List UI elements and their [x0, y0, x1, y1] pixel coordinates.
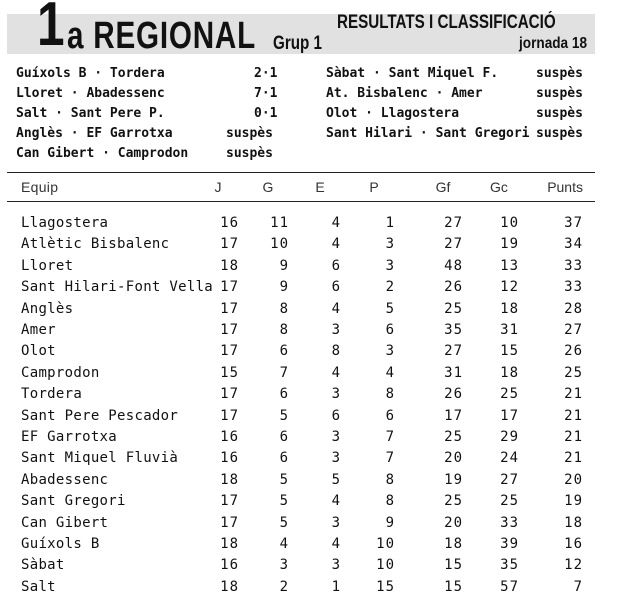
match-teams: Can Gibert · Camprodon: [16, 146, 189, 161]
team-name: EF Garrotxa: [21, 429, 118, 445]
table-header: [7, 177, 595, 198]
lost: 3: [385, 257, 395, 274]
goals-against: 17: [500, 407, 519, 424]
played: 17: [220, 407, 239, 424]
goals-against: 27: [500, 471, 519, 488]
table-row: [7, 363, 595, 384]
played: 18: [220, 536, 239, 552]
lost: 2: [385, 279, 395, 296]
points: 21: [564, 386, 583, 403]
match-teams: Guíxols B · Tordera: [16, 66, 165, 81]
drawn: 4: [331, 364, 341, 381]
table-row: [7, 577, 595, 598]
lost: 6: [385, 322, 395, 338]
team-name: Abadessenc: [21, 471, 109, 488]
drawn: 3: [331, 514, 341, 531]
team-name: Olot: [21, 343, 56, 360]
match-score: 7·1: [254, 86, 278, 101]
drawn: 1: [331, 578, 341, 595]
drawn: 3: [331, 322, 341, 338]
goals-against: 25: [500, 386, 519, 403]
played: 18: [220, 257, 239, 274]
lost: 5: [385, 300, 395, 317]
goals-for: 27: [444, 215, 463, 231]
won: 9: [279, 257, 289, 274]
played: 16: [220, 557, 239, 574]
won: 5: [279, 407, 289, 424]
points: 37: [564, 215, 583, 231]
played: 17: [220, 386, 239, 403]
team-name: Sant Pere Pescador: [21, 407, 179, 424]
played: 17: [220, 279, 239, 296]
team-name: Anglès: [21, 300, 74, 317]
goals-for: 27: [444, 343, 463, 360]
drawn: 5: [331, 471, 341, 488]
divider: [7, 172, 595, 173]
header-goals-against: Gc: [490, 179, 508, 195]
played: 17: [220, 514, 239, 531]
goals-for: 26: [444, 386, 463, 403]
table-row: [7, 555, 595, 576]
points: 21: [564, 407, 583, 424]
points: 34: [564, 236, 583, 253]
table-row: [7, 534, 595, 555]
table-row: [7, 341, 595, 362]
won: 6: [279, 386, 289, 403]
goals-for: 27: [444, 236, 463, 253]
won: 7: [279, 364, 289, 381]
won: 11: [270, 215, 289, 231]
points: 20: [564, 471, 583, 488]
table-row: [7, 448, 595, 469]
lost: 3: [385, 343, 395, 360]
goals-for: 20: [444, 514, 463, 531]
drawn: 4: [331, 493, 341, 510]
lost: 7: [385, 450, 395, 467]
header-points: Punts: [547, 179, 583, 195]
points: 33: [564, 279, 583, 296]
match-teams: Sant Hilari · Sant Gregori: [326, 126, 530, 141]
divider: [7, 201, 595, 202]
goals-for: 35: [444, 322, 463, 338]
match-score: 0·1: [254, 106, 278, 121]
table-row: [7, 299, 595, 320]
lost: 9: [385, 514, 395, 531]
team-name: Camprodon: [21, 364, 100, 381]
played: 16: [220, 450, 239, 467]
played: 17: [220, 300, 239, 317]
goals-for: 26: [444, 279, 463, 296]
division-number: 1: [37, 0, 64, 59]
won: 6: [279, 343, 289, 360]
won: 5: [279, 493, 289, 510]
played: 17: [220, 322, 239, 338]
match-teams: Anglès · EF Garrotxa: [16, 126, 173, 141]
drawn: 6: [331, 257, 341, 274]
played: 18: [220, 471, 239, 488]
goals-against: 24: [500, 450, 519, 467]
team-name: Sant Hilari-Font Vella: [21, 279, 214, 296]
match-score: 2·1: [254, 66, 278, 81]
group-label: Grup 1: [273, 33, 322, 54]
points: 21: [564, 429, 583, 445]
points: 19: [564, 493, 583, 510]
table-row: [7, 384, 595, 405]
match-teams: Salt · Sant Pere P.: [16, 106, 165, 121]
drawn: 6: [331, 279, 341, 296]
drawn: 3: [331, 557, 341, 574]
goals-against: 29: [500, 429, 519, 445]
goals-for: 18: [444, 536, 463, 552]
team-name: Sàbat: [21, 557, 65, 574]
goals-against: 35: [500, 557, 519, 574]
goals-against: 15: [500, 343, 519, 360]
goals-against: 25: [500, 493, 519, 510]
points: 12: [564, 557, 583, 574]
team-name: Sant Gregori: [21, 493, 126, 510]
played: 17: [220, 343, 239, 360]
header-lost: P: [369, 179, 379, 195]
lost: 4: [385, 364, 395, 381]
points: 18: [564, 514, 583, 531]
played: 18: [220, 578, 239, 595]
won: 5: [279, 514, 289, 531]
drawn: 4: [331, 300, 341, 317]
goals-for: 25: [444, 493, 463, 510]
played: 15: [220, 364, 239, 381]
match-score: suspès: [226, 146, 273, 161]
won: 5: [279, 471, 289, 488]
table-row: [7, 406, 595, 427]
match-score: suspès: [536, 66, 583, 81]
played: 16: [220, 215, 239, 231]
points: 21: [564, 450, 583, 467]
goals-against: 18: [500, 300, 519, 317]
played: 16: [220, 429, 239, 445]
lost: 6: [385, 407, 395, 424]
team-name: Tordera: [21, 386, 83, 403]
page-header: [7, 0, 595, 59]
goals-for: 25: [444, 300, 463, 317]
lost: 10: [376, 557, 395, 574]
table-row: [7, 491, 595, 512]
header-goals-for: Gf: [435, 179, 451, 195]
match-score: suspès: [226, 126, 273, 141]
goals-against: 33: [500, 514, 519, 531]
won: 4: [279, 536, 289, 552]
round-label: jornada 18: [518, 35, 587, 52]
team-name: Sant Miquel Fluvià: [21, 450, 179, 467]
lost: 8: [385, 471, 395, 488]
won: 9: [279, 279, 289, 296]
points: 25: [564, 364, 583, 381]
drawn: 3: [331, 386, 341, 403]
drawn: 6: [331, 407, 341, 424]
drawn: 3: [331, 450, 341, 467]
goals-against: 12: [500, 279, 519, 296]
drawn: 4: [331, 536, 341, 552]
division-title: a REGIONAL: [67, 15, 256, 57]
header-won: G: [262, 179, 274, 195]
goals-for: 48: [444, 257, 463, 274]
goals-against: 10: [500, 215, 519, 231]
drawn: 3: [331, 429, 341, 445]
lost: 8: [385, 386, 395, 403]
table-row: [7, 427, 595, 448]
header-drawn: E: [315, 179, 325, 195]
goals-against: 39: [500, 536, 519, 552]
won: 8: [279, 322, 289, 338]
section-title: RESULTATS I CLASSIFICACIÓ: [337, 12, 556, 33]
team-name: Salt: [21, 578, 56, 595]
goals-for: 17: [444, 407, 463, 424]
table-row: [7, 234, 595, 255]
points: 27: [564, 322, 583, 338]
goals-against: 57: [500, 578, 519, 595]
table-row: [7, 320, 595, 341]
lost: 8: [385, 493, 395, 510]
match-teams: Lloret · Abadessenc: [16, 86, 165, 101]
goals-for: 20: [444, 450, 463, 467]
match-teams: Sàbat · Sant Miquel F.: [326, 66, 499, 81]
points: 16: [564, 536, 583, 552]
team-name: Lloret: [21, 257, 74, 274]
goals-for: 15: [444, 557, 463, 574]
match-score: suspès: [536, 86, 583, 101]
match-teams: Olot · Llagostera: [326, 106, 460, 121]
played: 17: [220, 236, 239, 253]
goals-for: 31: [444, 364, 463, 381]
goals-for: 15: [444, 578, 463, 595]
goals-for: 25: [444, 429, 463, 445]
won: 3: [279, 557, 289, 574]
table-row: [7, 256, 595, 277]
team-name: Amer: [21, 322, 56, 338]
lost: 7: [385, 429, 395, 445]
won: 6: [279, 429, 289, 445]
match-teams: At. Bisbalenc · Amer: [326, 86, 483, 101]
drawn: 4: [331, 236, 341, 253]
header-played: J: [214, 179, 222, 195]
team-name: Llagostera: [21, 215, 109, 231]
won: 10: [270, 236, 289, 253]
team-name: Atlètic Bisbalenc: [21, 236, 170, 253]
drawn: 4: [331, 215, 341, 231]
points: 28: [564, 300, 583, 317]
played: 17: [220, 493, 239, 510]
lost: 1: [385, 215, 395, 231]
lost: 3: [385, 236, 395, 253]
drawn: 8: [331, 343, 341, 360]
header-team: Equip: [21, 179, 59, 195]
points: 7: [573, 578, 583, 595]
won: 6: [279, 450, 289, 467]
points: 26: [564, 343, 583, 360]
goals-against: 31: [500, 322, 519, 338]
table-row: [7, 277, 595, 298]
match-score: suspès: [536, 106, 583, 121]
won: 8: [279, 300, 289, 317]
match-score: suspès: [536, 126, 583, 141]
goals-against: 19: [500, 236, 519, 253]
table-row: [7, 470, 595, 491]
table-row: [7, 513, 595, 534]
table-row: [7, 213, 595, 234]
team-name: Guíxols B: [21, 536, 100, 552]
goals-against: 18: [500, 364, 519, 381]
lost: 15: [376, 578, 395, 595]
won: 2: [279, 578, 289, 595]
team-name: Can Gibert: [21, 514, 109, 531]
lost: 10: [376, 536, 395, 552]
goals-for: 19: [444, 471, 463, 488]
goals-against: 13: [500, 257, 519, 274]
points: 33: [564, 257, 583, 274]
